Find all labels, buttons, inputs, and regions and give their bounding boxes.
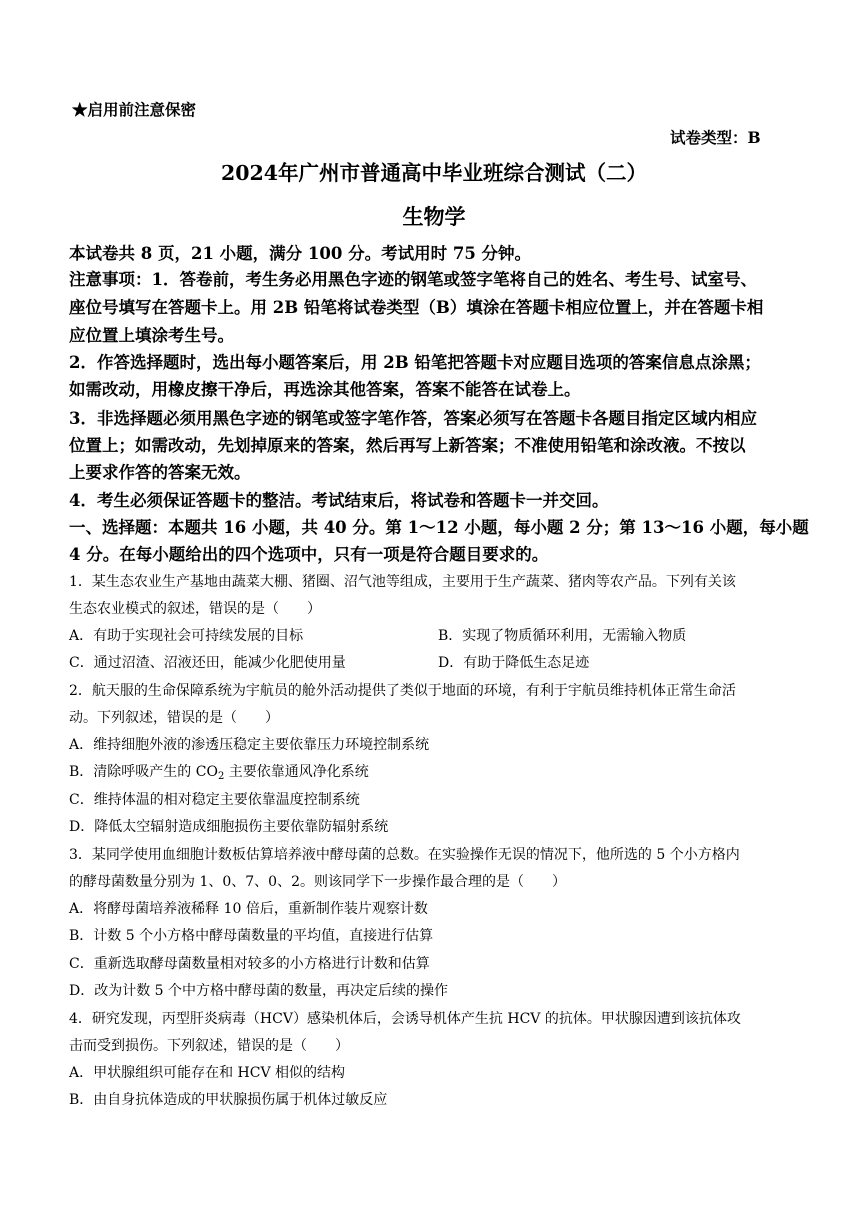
section-heading-line-1: 一、选择题：本题共 16 小题，共 40 分。第 1～12 小题，每小题 2 分；第 13～16 小题，每小题 — [69, 518, 809, 537]
q1-option-a: A．有助于实现社会可持续发展的目标 — [69, 628, 304, 644]
q2-option-a: A．维持细胞外液的渗透压稳定主要依靠压力环境控制系统 — [69, 737, 430, 753]
q3-option-b: B．计数 5 个小方格中酵母菌数量的平均值，直接进行估算 — [69, 928, 434, 944]
notes-line-6: 3．非选择题必须用黑色字迹的钢笔或签字笔作答，答案必须写在答题卡各题目指定区域内相应 — [69, 409, 757, 428]
q4-stem-line-2: 击而受到损伤。下列叙述，错误的是（ ） — [69, 1038, 349, 1054]
confidential-label: ★启用前注意保密 — [72, 100, 197, 119]
q3-option-c: C．重新选取酵母菌数量相对较多的小方格进行计数和估算 — [69, 956, 430, 972]
q2-stem-line-1: 2．航天服的生命保障系统为宇航员的舱外活动提供了类似于地面的环境，有利于宇航员维持机体正常生命活 — [69, 683, 736, 699]
q2-option-b-text: B．清除呼吸产生的 CO — [69, 764, 218, 780]
q2-option-d: D．降低太空辐射造成细胞损伤主要依靠防辐射系统 — [69, 819, 389, 835]
q1-option-d: D．有助于降低生态足迹 — [438, 655, 590, 671]
notes-line-8: 上要求作答的答案无效。 — [69, 463, 251, 482]
q3-stem-line-2: 的酵母菌数量分别为 1、0、7、0、2。则该同学下一步操作最合理的是（ ） — [69, 874, 566, 890]
subject-title: 生物学 — [402, 204, 466, 229]
notes-line-3: 应位置上填涂考生号。 — [69, 326, 234, 345]
q1-option-b: B．实现了物质循环利用，无需输入物质 — [438, 628, 687, 644]
intro-line: 本试卷共 8 页，21 小题，满分 100 分。考试用时 75 分钟。 — [69, 244, 532, 263]
q3-option-d: D．改为计数 5 个中方格中酵母菌的数量，再决定后续的操作 — [69, 983, 449, 999]
notes-line-5: 如需改动，用橡皮擦干净后，再选涂其他答案，答案不能答在试卷上。 — [69, 380, 581, 399]
paper-type-label: 试卷类型：B — [670, 128, 761, 147]
q2-option-b-subscript: 2 — [217, 771, 225, 782]
q2-option-c: C．维持体温的相对稳定主要依靠温度控制系统 — [69, 792, 360, 808]
q3-option-a: A．将酵母菌培养液稀释 10 倍后，重新制作装片观察计数 — [69, 901, 428, 917]
exam-title: 2024年广州市普通高中毕业班综合测试（二） — [220, 161, 648, 185]
q1-stem-line-1: 1．某生态农业生产基地由蔬菜大棚、猪圈、沼气池等组成，主要用于生产蔬菜、猪肉等农产品。下列有关该 — [69, 574, 736, 590]
q4-option-a: A．甲状腺组织可能存在和 HCV 相似的结构 — [69, 1065, 346, 1081]
q1-stem-line-2: 生态农业模式的叙述，错误的是（ ） — [69, 601, 321, 617]
q2-stem-line-2: 动。下列叙述，错误的是（ ） — [69, 710, 279, 726]
notes-line-1: 注意事项：1．答卷前，考生务必用黑色字迹的钢笔或签字笔将自己的姓名、考生号、试室号、 — [69, 270, 757, 289]
section-heading-line-2: 4 分。在每小题给出的四个选项中，只有一项是符合题目要求的。 — [69, 545, 549, 564]
notes-line-2: 座位号填写在答题卡上。用 2B 铅笔将试卷类型（B）填涂在答题卡相应位置上，并在答题卡相 — [69, 298, 764, 317]
q1-option-c: C．通过沼渣、沼液还田，能减少化肥使用量 — [69, 655, 346, 671]
q3-stem-line-1: 3．某同学使用血细胞计数板估算培养液中酵母菌的总数。在实验操作无误的情况下，他所选的 5 个小方格内 — [69, 847, 740, 863]
q2-option-b — [69, 764, 369, 782]
notes-line-4: 2．作答选择题时，选出每小题答案后，用 2B 铅笔把答题卡对应题目选项的答案信息点涂黑； — [69, 353, 761, 372]
q2-option-b-text-end: 主要依靠通风净化系统 — [224, 764, 369, 780]
q4-stem-line-1: 4．研究发现，丙型肝炎病毒（HCV）感染机体后，会诱导机体产生抗 HCV 的抗体。甲状腺因遭到该抗体攻 — [69, 1011, 741, 1027]
q4-option-b: B．由自身抗体造成的甲状腺损伤属于机体过敏反应 — [69, 1092, 388, 1108]
notes-line-7: 位置上；如需改动，先划掉原来的答案，然后再写上新答案；不准使用铅笔和涂改液。不按以 — [69, 436, 746, 455]
notes-line-9: 4．考生必须保证答题卡的整洁。考试结束后，将试卷和答题卡一并交回。 — [69, 491, 609, 510]
